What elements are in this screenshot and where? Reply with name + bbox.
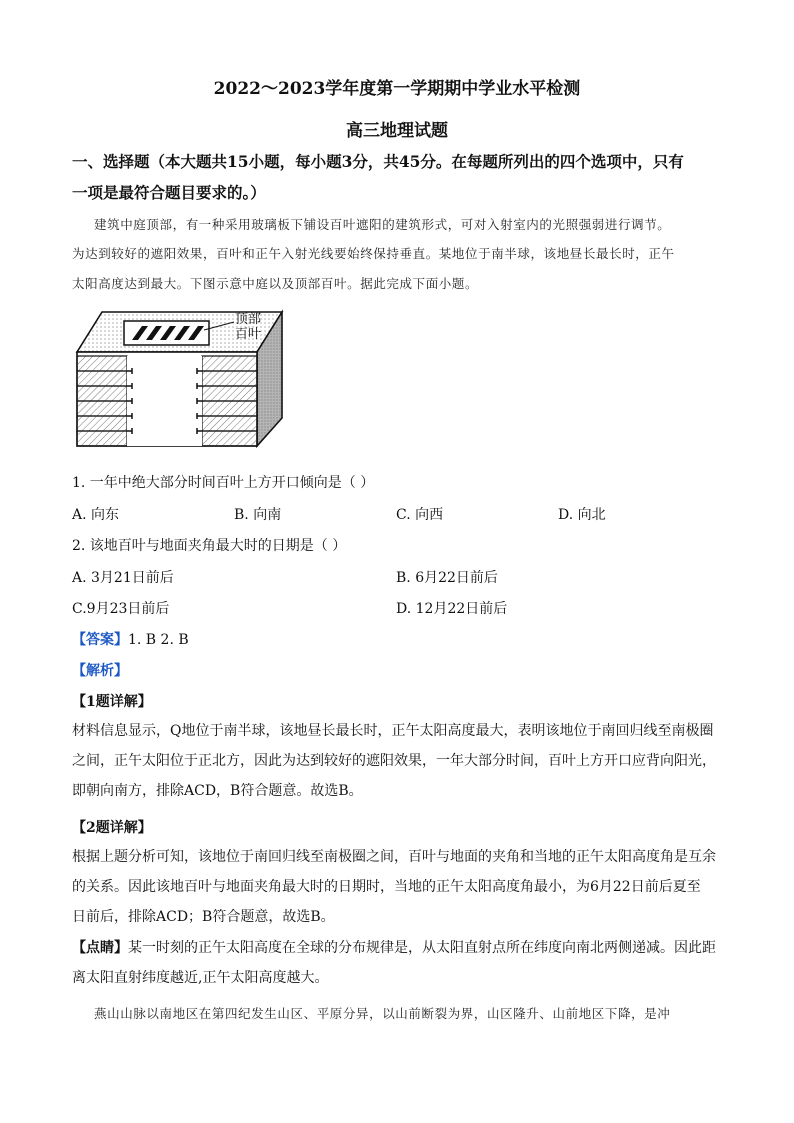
q1-option-c: C. 向西: [396, 507, 444, 523]
detail1-body: [72, 716, 728, 806]
figure-label: [235, 312, 261, 342]
q2-option-d: D. 12月22日前后: [396, 601, 508, 617]
q2-option-a: A. 3月21日前后: [72, 570, 174, 586]
section-heading-line1: 一、选择题（本大题共15小题，每小题3分，共45分。在每题所列出的四个选项中，只有: [72, 152, 684, 171]
detail1-tag: 【1题详解】: [72, 694, 152, 710]
material-line1: 建筑中庭顶部，有一种采用玻璃板下铺设百叶遮阳的建筑形式，可对入射室内的光照强弱进行调节。: [94, 217, 671, 232]
left-floors: [77, 356, 127, 446]
q1-stem: 1. 一年中绝大部分时间百叶上方开口倾向是（ ）: [72, 475, 375, 491]
detail2-tag: 【2题详解】: [72, 820, 152, 836]
answer-line: [72, 629, 189, 649]
detail2-line2: 的关系。因此该地百叶与地面夹角最大时的日期时，当地的正午太阳高度角最小，为6月22日前后夏至: [72, 879, 701, 895]
detail1-line3: 即朝向南方，排除ACD，B符合题意。故选B。: [72, 783, 363, 799]
detail2-body: [72, 842, 728, 932]
figure-label-line1: 顶部: [235, 312, 262, 327]
next-material-line1: 燕山山脉以南地区在第四纪发生山区、平原分异，以山前断裂为界，山区隆升、山前地区下降，是冲: [94, 1006, 671, 1021]
material-line3: 太阳高度达到最大。下图示意中庭以及顶部百叶。据此完成下面小题。: [72, 276, 479, 291]
detail1-line1: 材料信息显示，Q地位于南半球，该地昼长最长时，正午太阳高度最大，表明该地位于南回归线至南极圈: [72, 723, 714, 739]
answer-text: 1. B 2. B: [128, 632, 189, 648]
q1-option-b: B. 向南: [234, 507, 282, 523]
note-tag: 【点睛】: [72, 940, 128, 956]
material-line2: 为达到较好的遮阳效果，百叶和正午入射光线要始终保持垂直。某地位于南半球，该地昼长最长时，正午: [72, 246, 675, 261]
note-line1: [72, 933, 728, 963]
detail2-line1: 根据上题分析可知，该地位于南回归线至南极圈之间，百叶与地面的夹角和当地的正午太阳高度角是互余: [72, 849, 716, 865]
page-title: 2022～2023学年度第一学期期中学业水平检测: [213, 79, 581, 99]
page-subtitle: 高三地理试题: [346, 121, 448, 141]
section-heading-line2: 一项是最符合题目要求的。）: [72, 183, 266, 202]
q2-option-c: C.9月23日前后: [72, 601, 170, 617]
q2-stem: 2. 该地百叶与地面夹角最大时的日期是（ ）: [72, 538, 347, 554]
q1-option-d: D. 向北: [558, 507, 606, 523]
note-line1-text: 某一时刻的正午太阳高度在全球的分布规律是，从太阳直射点所在纬度向南北两侧递减。因此距: [128, 940, 716, 956]
note-line2: 离太阳直射纬度越近,正午太阳高度越大。: [72, 970, 329, 986]
q2-option-b: B. 6月22日前后: [396, 570, 498, 586]
detail2-line3: 日前后，排除ACD；B符合题意，故选B。: [72, 909, 335, 925]
note-body: [72, 933, 728, 993]
detail1-line2: 之间，正午太阳位于正北方，因此为达到较好的遮阳效果，一年大部分时间，百叶上方开口应背向阳光，: [72, 753, 716, 769]
answer-tag: 【答案】: [72, 632, 128, 648]
figure-label-line2: 百叶: [235, 327, 262, 342]
analysis-tag: 【解析】: [72, 663, 128, 679]
q1-option-a: A. 向东: [72, 507, 120, 523]
atrium-louver-figure: [72, 306, 292, 466]
right-floors: [202, 356, 257, 446]
